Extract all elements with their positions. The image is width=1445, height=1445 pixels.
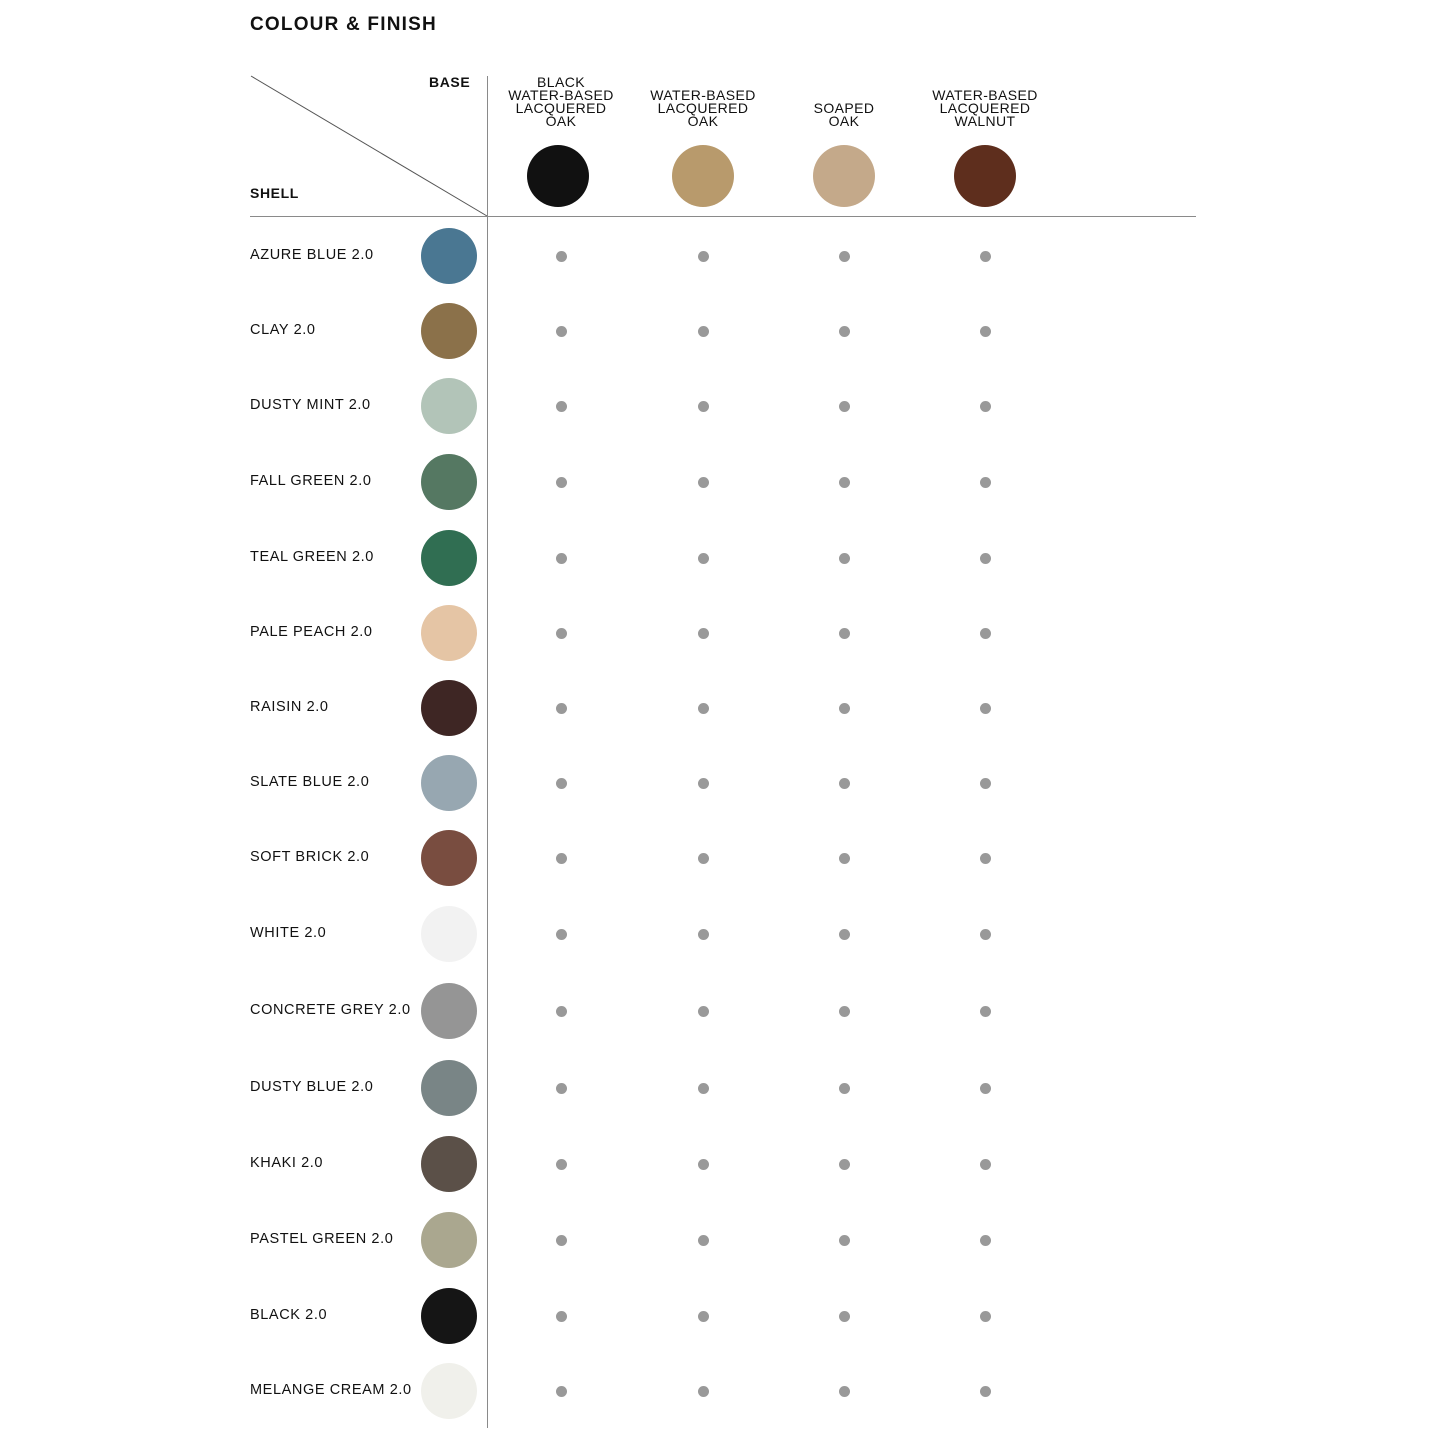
availability-dot (556, 929, 567, 940)
availability-dot (839, 628, 850, 639)
availability-dot (980, 929, 991, 940)
availability-dot (698, 1311, 709, 1322)
availability-dot (698, 326, 709, 337)
page-title: COLOUR & FINISH (250, 14, 437, 35)
availability-dot (556, 853, 567, 864)
availability-dot (980, 1386, 991, 1397)
shell-name: BLACK 2.0 (250, 1307, 328, 1323)
availability-dot (556, 401, 567, 412)
base-header-line: OAK (828, 113, 860, 129)
base-axis-label: BASE (429, 74, 471, 90)
base-header-line: BLACK (537, 74, 585, 90)
availability-dot (556, 1386, 567, 1397)
availability-dot (980, 1235, 991, 1246)
availability-dot (556, 628, 567, 639)
availability-dot (556, 703, 567, 714)
availability-dot (698, 401, 709, 412)
vertical-divider (487, 76, 488, 1428)
base-header-line: LACQUERED (657, 100, 749, 116)
shell-swatch (421, 755, 477, 811)
availability-dot (980, 703, 991, 714)
shell-name: PALE PEACH 2.0 (250, 624, 373, 640)
base-swatch-lacquered-oak (672, 145, 734, 207)
availability-dot (698, 628, 709, 639)
shell-name: MELANGE CREAM 2.0 (250, 1382, 412, 1398)
shell-name: WHITE 2.0 (250, 925, 327, 941)
availability-dot (556, 1235, 567, 1246)
availability-dot (839, 1235, 850, 1246)
availability-dot (839, 778, 850, 789)
base-header-line: WATER-BASED (508, 87, 614, 103)
availability-dot (980, 1083, 991, 1094)
shell-swatch (421, 1212, 477, 1268)
shell-swatch (421, 1060, 477, 1116)
shell-swatch (421, 454, 477, 510)
availability-dot (556, 326, 567, 337)
base-swatch-walnut (954, 145, 1016, 207)
base-header-line: LACQUERED (515, 100, 607, 116)
base-header-line: WATER-BASED (650, 87, 756, 103)
shell-name: KHAKI 2.0 (250, 1155, 324, 1171)
availability-dot (698, 1386, 709, 1397)
availability-dot (556, 477, 567, 488)
availability-dot (839, 1311, 850, 1322)
availability-dot (556, 251, 567, 262)
availability-dot (698, 853, 709, 864)
shell-swatch (421, 1136, 477, 1192)
availability-dot (980, 326, 991, 337)
availability-dot (839, 1083, 850, 1094)
base-header-line: OAK (687, 113, 719, 129)
shell-swatch (421, 983, 477, 1039)
base-column-header (633, 89, 773, 128)
availability-dot (980, 853, 991, 864)
availability-dot (698, 553, 709, 564)
availability-dot (698, 1235, 709, 1246)
base-column-header (774, 102, 914, 128)
availability-dot (698, 929, 709, 940)
shell-name: DUSTY BLUE 2.0 (250, 1079, 374, 1095)
availability-dot (980, 251, 991, 262)
availability-dot (980, 477, 991, 488)
availability-dot (698, 1083, 709, 1094)
availability-dot (698, 251, 709, 262)
shell-swatch (421, 830, 477, 886)
shell-axis-label: SHELL (250, 185, 299, 201)
base-swatch-black-oak (527, 145, 589, 207)
shell-name: PASTEL GREEN 2.0 (250, 1231, 394, 1247)
base-header-line: OAK (545, 113, 577, 129)
availability-dot (839, 1006, 850, 1017)
availability-dot (839, 326, 850, 337)
shell-swatch (421, 1363, 477, 1419)
horizontal-divider (250, 216, 1196, 217)
shell-name: CONCRETE GREY 2.0 (250, 1002, 411, 1018)
availability-dot (556, 1083, 567, 1094)
availability-dot (556, 778, 567, 789)
availability-dot (698, 1006, 709, 1017)
availability-dot (839, 1386, 850, 1397)
availability-dot (556, 553, 567, 564)
availability-dot (698, 703, 709, 714)
availability-dot (839, 1159, 850, 1170)
availability-dot (980, 1159, 991, 1170)
availability-dot (839, 703, 850, 714)
shell-swatch (421, 530, 477, 586)
shell-swatch (421, 680, 477, 736)
availability-dot (839, 929, 850, 940)
shell-swatch (421, 605, 477, 661)
shell-name: CLAY 2.0 (250, 322, 316, 338)
availability-dot (556, 1311, 567, 1322)
shell-name: FALL GREEN 2.0 (250, 473, 372, 489)
availability-dot (980, 1006, 991, 1017)
shell-name: AZURE BLUE 2.0 (250, 247, 374, 263)
availability-dot (980, 628, 991, 639)
availability-dot (839, 401, 850, 412)
availability-dot (556, 1159, 567, 1170)
shell-swatch (421, 303, 477, 359)
base-header-line: SOAPED (813, 100, 875, 116)
availability-dot (698, 1159, 709, 1170)
availability-dot (839, 553, 850, 564)
availability-dot (556, 1006, 567, 1017)
base-swatch-soaped-oak (813, 145, 875, 207)
shell-swatch (421, 906, 477, 962)
availability-dot (980, 778, 991, 789)
shell-name: SLATE BLUE 2.0 (250, 774, 370, 790)
shell-name: TEAL GREEN 2.0 (250, 549, 374, 565)
availability-dot (980, 401, 991, 412)
base-header-line: LACQUERED (939, 100, 1031, 116)
availability-dot (980, 553, 991, 564)
base-column-header (491, 76, 631, 128)
shell-swatch (421, 1288, 477, 1344)
availability-dot (698, 477, 709, 488)
availability-dot (839, 477, 850, 488)
shell-name: DUSTY MINT 2.0 (250, 397, 371, 413)
availability-dot (698, 778, 709, 789)
shell-swatch (421, 228, 477, 284)
base-column-header (915, 89, 1055, 128)
shell-name: SOFT BRICK 2.0 (250, 849, 370, 865)
availability-dot (839, 251, 850, 262)
availability-dot (980, 1311, 991, 1322)
shell-name: RAISIN 2.0 (250, 699, 329, 715)
availability-dot (839, 853, 850, 864)
base-header-line: WALNUT (954, 113, 1016, 129)
base-header-line: WATER-BASED (932, 87, 1038, 103)
shell-swatch (421, 378, 477, 434)
